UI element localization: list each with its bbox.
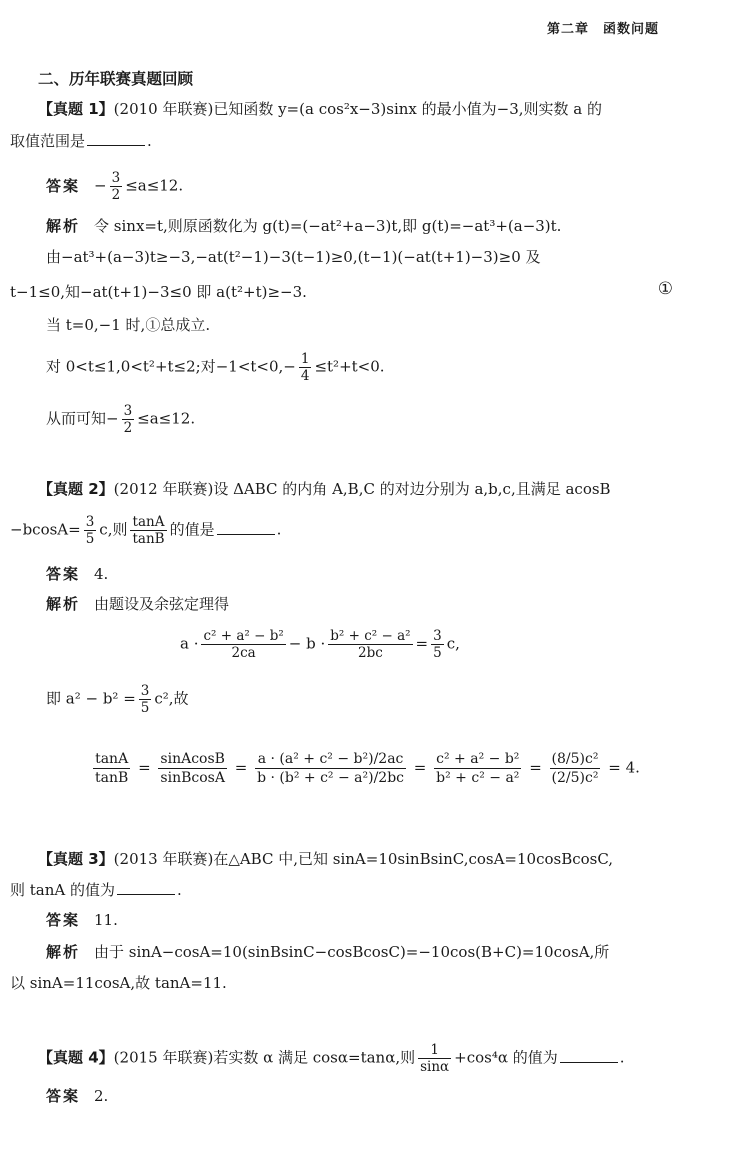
problem-3-tag: 【真题 3】 bbox=[38, 850, 114, 868]
running-header: 第二章 函数问题 bbox=[546, 22, 659, 37]
answer-label: 答案 bbox=[46, 1087, 81, 1105]
answer-blank bbox=[217, 520, 275, 535]
fraction: $\frac{\text{c² + a² − b²}}{\text{b² + c² − a²}}$ bbox=[436, 751, 520, 786]
problem-1-analysis-5: 对 0<t≤1,0<t²+t≤2;对−1<t<0,− $\frac{1}{4}$ ≤t²+t<0. bbox=[46, 351, 385, 384]
problem-1-line-2: 取值范围是 . bbox=[10, 132, 152, 150]
fraction: $\frac{\tan A}{\tan B}$ bbox=[95, 751, 129, 786]
problem-3-line-1: 【真题 3】(2013 年联赛)在△ABC 中,已知 sinA=10sinBsinC,cosA=10cosBcosC, bbox=[38, 850, 614, 868]
fraction: $\frac{1}{4}$ bbox=[300, 351, 310, 384]
problem-4-line-1: 【真题 4】(2015 年联赛)若实数 α 满足 cosα=tanα,则 $\frac{1}{\sin\alpha}$ +cos⁴α 的值为 . bbox=[38, 1042, 625, 1075]
answer-blank bbox=[87, 131, 145, 146]
circle-mark-1: ① bbox=[657, 279, 673, 299]
answer-blank bbox=[560, 1048, 618, 1063]
problem-1-tag: 【真题 1】 bbox=[38, 100, 114, 118]
equation-1: a · $\frac{\text{c² + a² − b²}}{2ca}$ − b · $\frac{\text{b² + c² − a²}}{2bc}$ = $\frac{3}{5}$ c, bbox=[180, 628, 460, 661]
problem-2-line-1: 【真题 2】(2012 年联赛)设 ΔABC 的内角 A,B,C 的对边分别为 a,b,c,且满足 acosB bbox=[38, 480, 611, 498]
analysis-label: 解析 bbox=[46, 217, 81, 235]
problem-3-analysis-1: 解析 由于 sinA−cosA=10(sinBsinC−cosBcosC)=−10cos(B+C)=10cosA,所 bbox=[46, 943, 610, 961]
problem-3-answer: 答案 11. bbox=[46, 911, 118, 929]
fraction: $\frac{1}{\sin\alpha}$ bbox=[420, 1042, 450, 1075]
problem-2-analysis: 解析 由题设及余弦定理得 bbox=[46, 595, 230, 613]
section-title: 二、历年联赛真题回顾 bbox=[38, 70, 194, 88]
equation-2: $\frac{\tan A}{\tan B}$ = $\frac{\text{sinAcosB}}{\text{sinBcosA}}$ = $\frac{\text{a · (a² + c² − b²)/2ac}}{\text{b · (b² + c² − a²)/2bc}}$ = $\frac{\text{c² + a² − b²}}{\text{b² + c² − a²}}$ = $\frac{\text{(8/5)c²}}{\text{(2/5)c²}}$ = 4. bbox=[95, 751, 640, 786]
fraction: $\frac{\text{sinAcosB}}{\text{sinBcosA}}$ bbox=[160, 751, 225, 786]
fraction: $\frac{3}{5}$ bbox=[140, 683, 150, 716]
fraction: $\frac{\text{(8/5)c²}}{\text{(2/5)c²}}$ bbox=[551, 751, 599, 786]
fraction: $\frac{\text{a · (a² + c² − b²)/2ac}}{\text{b · (b² + c² − a²)/2bc}}$ bbox=[257, 751, 405, 786]
problem-1-analysis-1: 解析 令 sinx=t,则原函数化为 g(t)=(−at²+a−3)t,即 g(t)=−at³+(a−3)t. bbox=[46, 217, 562, 235]
problem-1-answer: 答案 − $\frac{3}{2}$ ≤a≤12. bbox=[46, 170, 184, 203]
problem-1-analysis-4: 当 t=0,−1 时,①总成立. bbox=[46, 316, 211, 334]
problem-2-answer: 答案 4. bbox=[46, 565, 109, 583]
answer-blank bbox=[117, 880, 175, 895]
analysis-label: 解析 bbox=[46, 943, 81, 961]
problem-3-line-2: 则 tanA 的值为 . bbox=[10, 881, 182, 899]
problem-1-analysis-2: 由−at³+(a−3)t≥−3,−at(t²−1)−3(t−1)≥0,(t−1)(−at(t+1)−3)≥0 及 bbox=[46, 248, 541, 266]
problem-2-tag: 【真题 2】 bbox=[38, 480, 114, 498]
answer-label: 答案 bbox=[46, 565, 81, 583]
analysis-label: 解析 bbox=[46, 595, 81, 613]
fraction: $\frac{3}{5}$ bbox=[433, 628, 442, 661]
fraction: $\frac{\text{c² + a² − b²}}{2ca}$ bbox=[203, 628, 284, 661]
fraction: $\frac{3}{2}$ bbox=[111, 170, 121, 203]
problem-1-analysis-6: 从而可知− $\frac{3}{2}$ ≤a≤12. bbox=[46, 403, 196, 436]
problem-4-answer: 答案 2. bbox=[46, 1087, 109, 1105]
problem-1-line-1: 【真题 1】(2010 年联赛)已知函数 y=(a cos²x−3)sinx 的最小值为−3,则实数 a 的 bbox=[38, 100, 603, 118]
problem-2-line-2: −bcosA= $\frac{3}{5}$ c,则 $\frac{\tan A}{\tan B}$ 的值是 . bbox=[10, 514, 282, 547]
fraction: $\frac{3}{5}$ bbox=[85, 514, 95, 547]
answer-label: 答案 bbox=[46, 911, 81, 929]
problem-1-analysis-3: t−1≤0,知−at(t+1)−3≤0 即 a(t²+t)≥−3. bbox=[10, 283, 307, 301]
problem-4-tag: 【真题 4】 bbox=[38, 1048, 114, 1067]
problem-2-ji-line: 即 a² − b² = $\frac{3}{5}$ c²,故 bbox=[46, 683, 189, 716]
problem-3-analysis-2: 以 sinA=11cosA,故 tanA=11. bbox=[10, 974, 227, 992]
fraction: $\frac{3}{2}$ bbox=[123, 403, 133, 436]
answer-label: 答案 bbox=[46, 176, 81, 195]
fraction: $\frac{\tan A}{\tan B}$ bbox=[132, 514, 165, 547]
fraction: $\frac{\text{b² + c² − a²}}{2bc}$ bbox=[330, 628, 411, 661]
